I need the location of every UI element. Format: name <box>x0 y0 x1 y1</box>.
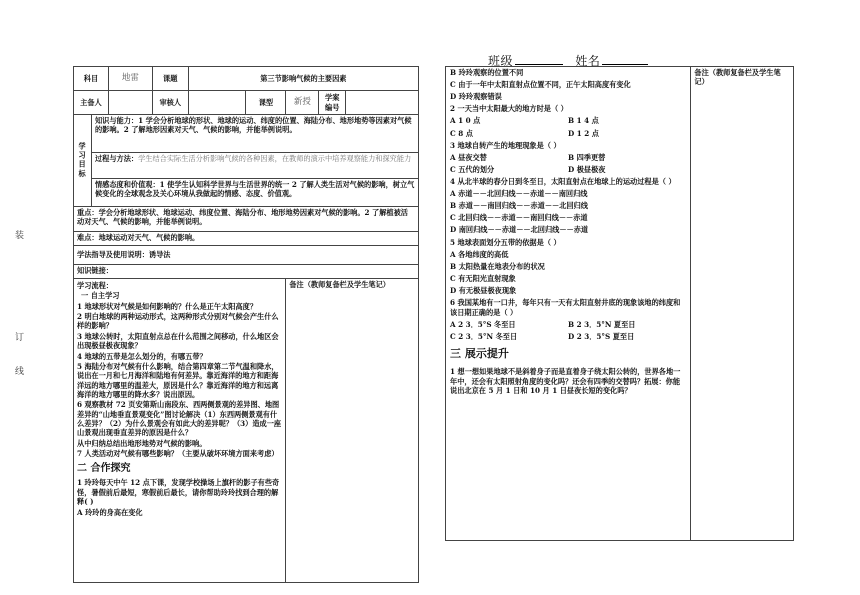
q3-option-a: A 昼夜交替 <box>450 152 487 162</box>
q3-option-c: C 五代的划分 <box>450 164 495 174</box>
question-7: 7 人类活动对气候有哪些影响？（主要从破坏环境方面来考虑） <box>77 449 279 459</box>
binding-mark-xian: 线 <box>15 367 25 377</box>
notes-label: 备注（教师复备栏及学生笔记） <box>289 280 390 289</box>
reviewer-value[interactable] <box>188 91 246 115</box>
coop-option-c: C 由于一年中太阳直射点位置不同，正午太阳高度有变化 <box>450 80 631 90</box>
q6-options-row-1 <box>450 320 686 330</box>
q3-option-d: D 极昼极夜 <box>568 164 606 174</box>
name-blank[interactable] <box>602 54 648 65</box>
difficulty: 难点：地球运动对天气、气候的影响。 <box>74 232 419 246</box>
q2-option-a: A 1 0 点 <box>450 116 481 126</box>
goal-knowledge: 知识与能力：1 学会分析地球的形状、地球的运动、纬度的位置、海陆分布、地形地势等因素对气候的影响。2 了解地形因素对天气、气候的影响，并能举例说明。 <box>91 115 418 153</box>
preparer-value[interactable] <box>108 91 152 115</box>
q6-option-c: C 2 3．5°N 冬至日 <box>450 332 518 342</box>
q4-option-d: D 南回归线－－赤道－－北回归线－－赤道 <box>450 225 589 235</box>
coop-question-1: 1 玲玲每天中午 12 点下课，发现学校操场上旗杆的影子有些奇怪，暑假前后最短，寒假前后最长，请你帮助玲玲找到合理的解释( ) <box>77 478 280 507</box>
question-3: 3 地球自转产生的地理现象是（ ） <box>450 140 561 150</box>
process-title: 学习流程： <box>77 281 113 290</box>
question-1: 1 地球形状对气候是如何影响的？什么是正午太阳高度？ <box>77 301 258 311</box>
question-4: 4 从北半球的春分日到冬至日，太阳直射点在地球上的运动过程是（ ） <box>450 176 676 186</box>
plan-number-label: 学案编号 <box>319 91 346 115</box>
question-2: 2 一天当中太阳最大的地方时是（ ） <box>450 104 568 114</box>
presentation-question-1: 1 想一想如果地球不是斜着身子而是直着身子绕太阳公转的，世界各地一年中，还会有太阳照射角度的变化吗？还会有四季的交替吗？拓展：你能说出北京在 5 月 1 日和 10 月 1 日昼夜长短的变化吗？ <box>450 367 681 396</box>
question-4: 4 地球的五带是怎么划分的，有哪五带？ <box>77 351 207 361</box>
question-6: 6 我国某地有一口井，每年只有一天有太阳直射井底的现象该地的纬度和该日期正确的是（ ） <box>450 298 681 317</box>
q4-option-a: A 赤道－－北回归线－－赤道－－南回归线 <box>450 189 588 199</box>
lesson-title: 第三节影响气候的主要因素 <box>188 67 418 91</box>
q2-options-row-2 <box>450 129 686 139</box>
q5-option-a: A 各地纬度的高低 <box>450 249 509 259</box>
q6-option-b: B 2 3．5°N 夏至日 <box>568 319 636 329</box>
question-6-summary: 从中归纳总结出地形地势对气候的影响。 <box>77 438 207 448</box>
topic-label: 课题 <box>152 67 188 91</box>
knowledge-links: 知识链接： <box>74 265 419 279</box>
section-self-study: 一 自主学习 <box>81 291 120 301</box>
right-notes-column[interactable] <box>691 67 794 541</box>
q4-option-b: B 赤道－－南回归线－－赤道－－北回归线 <box>450 201 588 211</box>
coop-option-d: D 玲玲观察错误 <box>450 92 502 102</box>
binding-mark-ding: 订 <box>15 333 25 343</box>
method: 学法指导及使用说明：诱导法 <box>74 246 419 265</box>
name-label: 姓名 <box>575 54 601 68</box>
q3-options-row-2 <box>450 165 686 175</box>
goals-label: 学习目标 <box>78 142 88 179</box>
q5-option-d: D 有无极昼极夜现象 <box>450 285 517 295</box>
question-5: 5 海陆分布对气候有什么影响，结合第四章第二节气温和降水，说出在一月和七月海洋和陆地有何差异。靠近海洋的地方和距海洋远的地方哪里的温差大，原因是什么？靠近海洋的地方和远离海洋的地方哪里的降水多？说出原因。 <box>77 361 279 399</box>
question-6: 6 观察教材 72 页安第斯山南段东、西两侧景观的差异图、地图差异的“山地垂直景观变化”图讨论解决（1）东西两侧景观有什么差异？（2）为什么景观会有如此大的差异呢？（3）造成一座山景观出现垂直差异的原因是什么？ <box>77 400 282 438</box>
exercises-column <box>446 67 691 541</box>
learning-process <box>74 279 286 583</box>
lesson-plan-table <box>73 66 419 583</box>
section-presentation: 三 展示提升 <box>450 346 509 360</box>
question-2: 2 明白地球的两种运动形式，这两种形式分别对气候会产生什么样的影响？ <box>77 312 279 331</box>
q2-option-c: C 8 点 <box>450 128 473 138</box>
q4-option-c: C 北回归线－－赤道－－南回归线－－赤道 <box>450 213 588 223</box>
subject-value: 地雷 <box>108 67 152 91</box>
coop-option-b: B 玲玲观察的位置不同 <box>450 68 524 77</box>
question-3: 3 地球公转时，太阳直射点总在什么范围之间移动，什么地区会出现极昼极夜现象？ <box>77 331 279 351</box>
key-points: 重点：学会分析地球形状、地球运动、纬度位置、海陆分布、地形地势因素对气候的影响。2 了解植被活动对天气、气候的影响，并能举例说明。 <box>74 207 419 232</box>
q2-option-d: D 1 2 点 <box>568 128 599 138</box>
goal-process <box>91 153 418 179</box>
right-notes-label: 备注（教师复备栏及学生笔记） <box>694 68 781 87</box>
plan-number-value[interactable] <box>346 91 419 115</box>
q6-option-a: A 2 3．5°S 冬至日 <box>450 319 516 329</box>
lesson-type-value: 新授 <box>286 91 319 115</box>
q3-options-row-1 <box>450 153 686 163</box>
class-label: 班级 <box>488 54 514 68</box>
preparer-label: 主备人 <box>74 91 109 115</box>
goal-process-text: 学生结合实际生活分析影响气候的各种因素，在教师的演示中培养观察能力和探究能力 <box>138 154 412 163</box>
q3-option-b: B 四季更替 <box>568 152 606 162</box>
q2-options-row-1 <box>450 116 686 126</box>
notes-column[interactable] <box>286 279 419 583</box>
goal-emotion: 情感态度和价值观：1 使学生认知科学世界与生活世界的统一 2 了解人类生活对气候的影响，树立气候变化的全球观念及关心环境从我做起的情感、态度、价值观。 <box>91 179 418 207</box>
right-page-table <box>445 66 794 541</box>
q5-option-b: B 太阳热量在地表分布的状况 <box>450 261 545 271</box>
question-5: 5 地球表面划分五带的依据是（ ） <box>450 237 561 247</box>
class-blank[interactable] <box>515 54 563 65</box>
lesson-type-label: 课型 <box>246 91 286 115</box>
subject-label: 科目 <box>74 67 109 91</box>
binding-mark-zhuang: 装 <box>15 231 25 241</box>
coop-option-a: A 玲玲的身高在变化 <box>77 507 143 517</box>
q6-option-d: D 2 3．5°S 夏至日 <box>568 332 635 342</box>
q6-options-row-2 <box>450 332 686 342</box>
reviewer-label: 审核人 <box>152 91 188 115</box>
q5-option-c: C 有无阳光直射现象 <box>450 273 516 283</box>
goal-process-label: 过程与方法： <box>94 154 139 163</box>
section-cooperation: 二 合作探究 <box>77 463 131 475</box>
q2-option-b: B 1 4 点 <box>568 116 599 126</box>
